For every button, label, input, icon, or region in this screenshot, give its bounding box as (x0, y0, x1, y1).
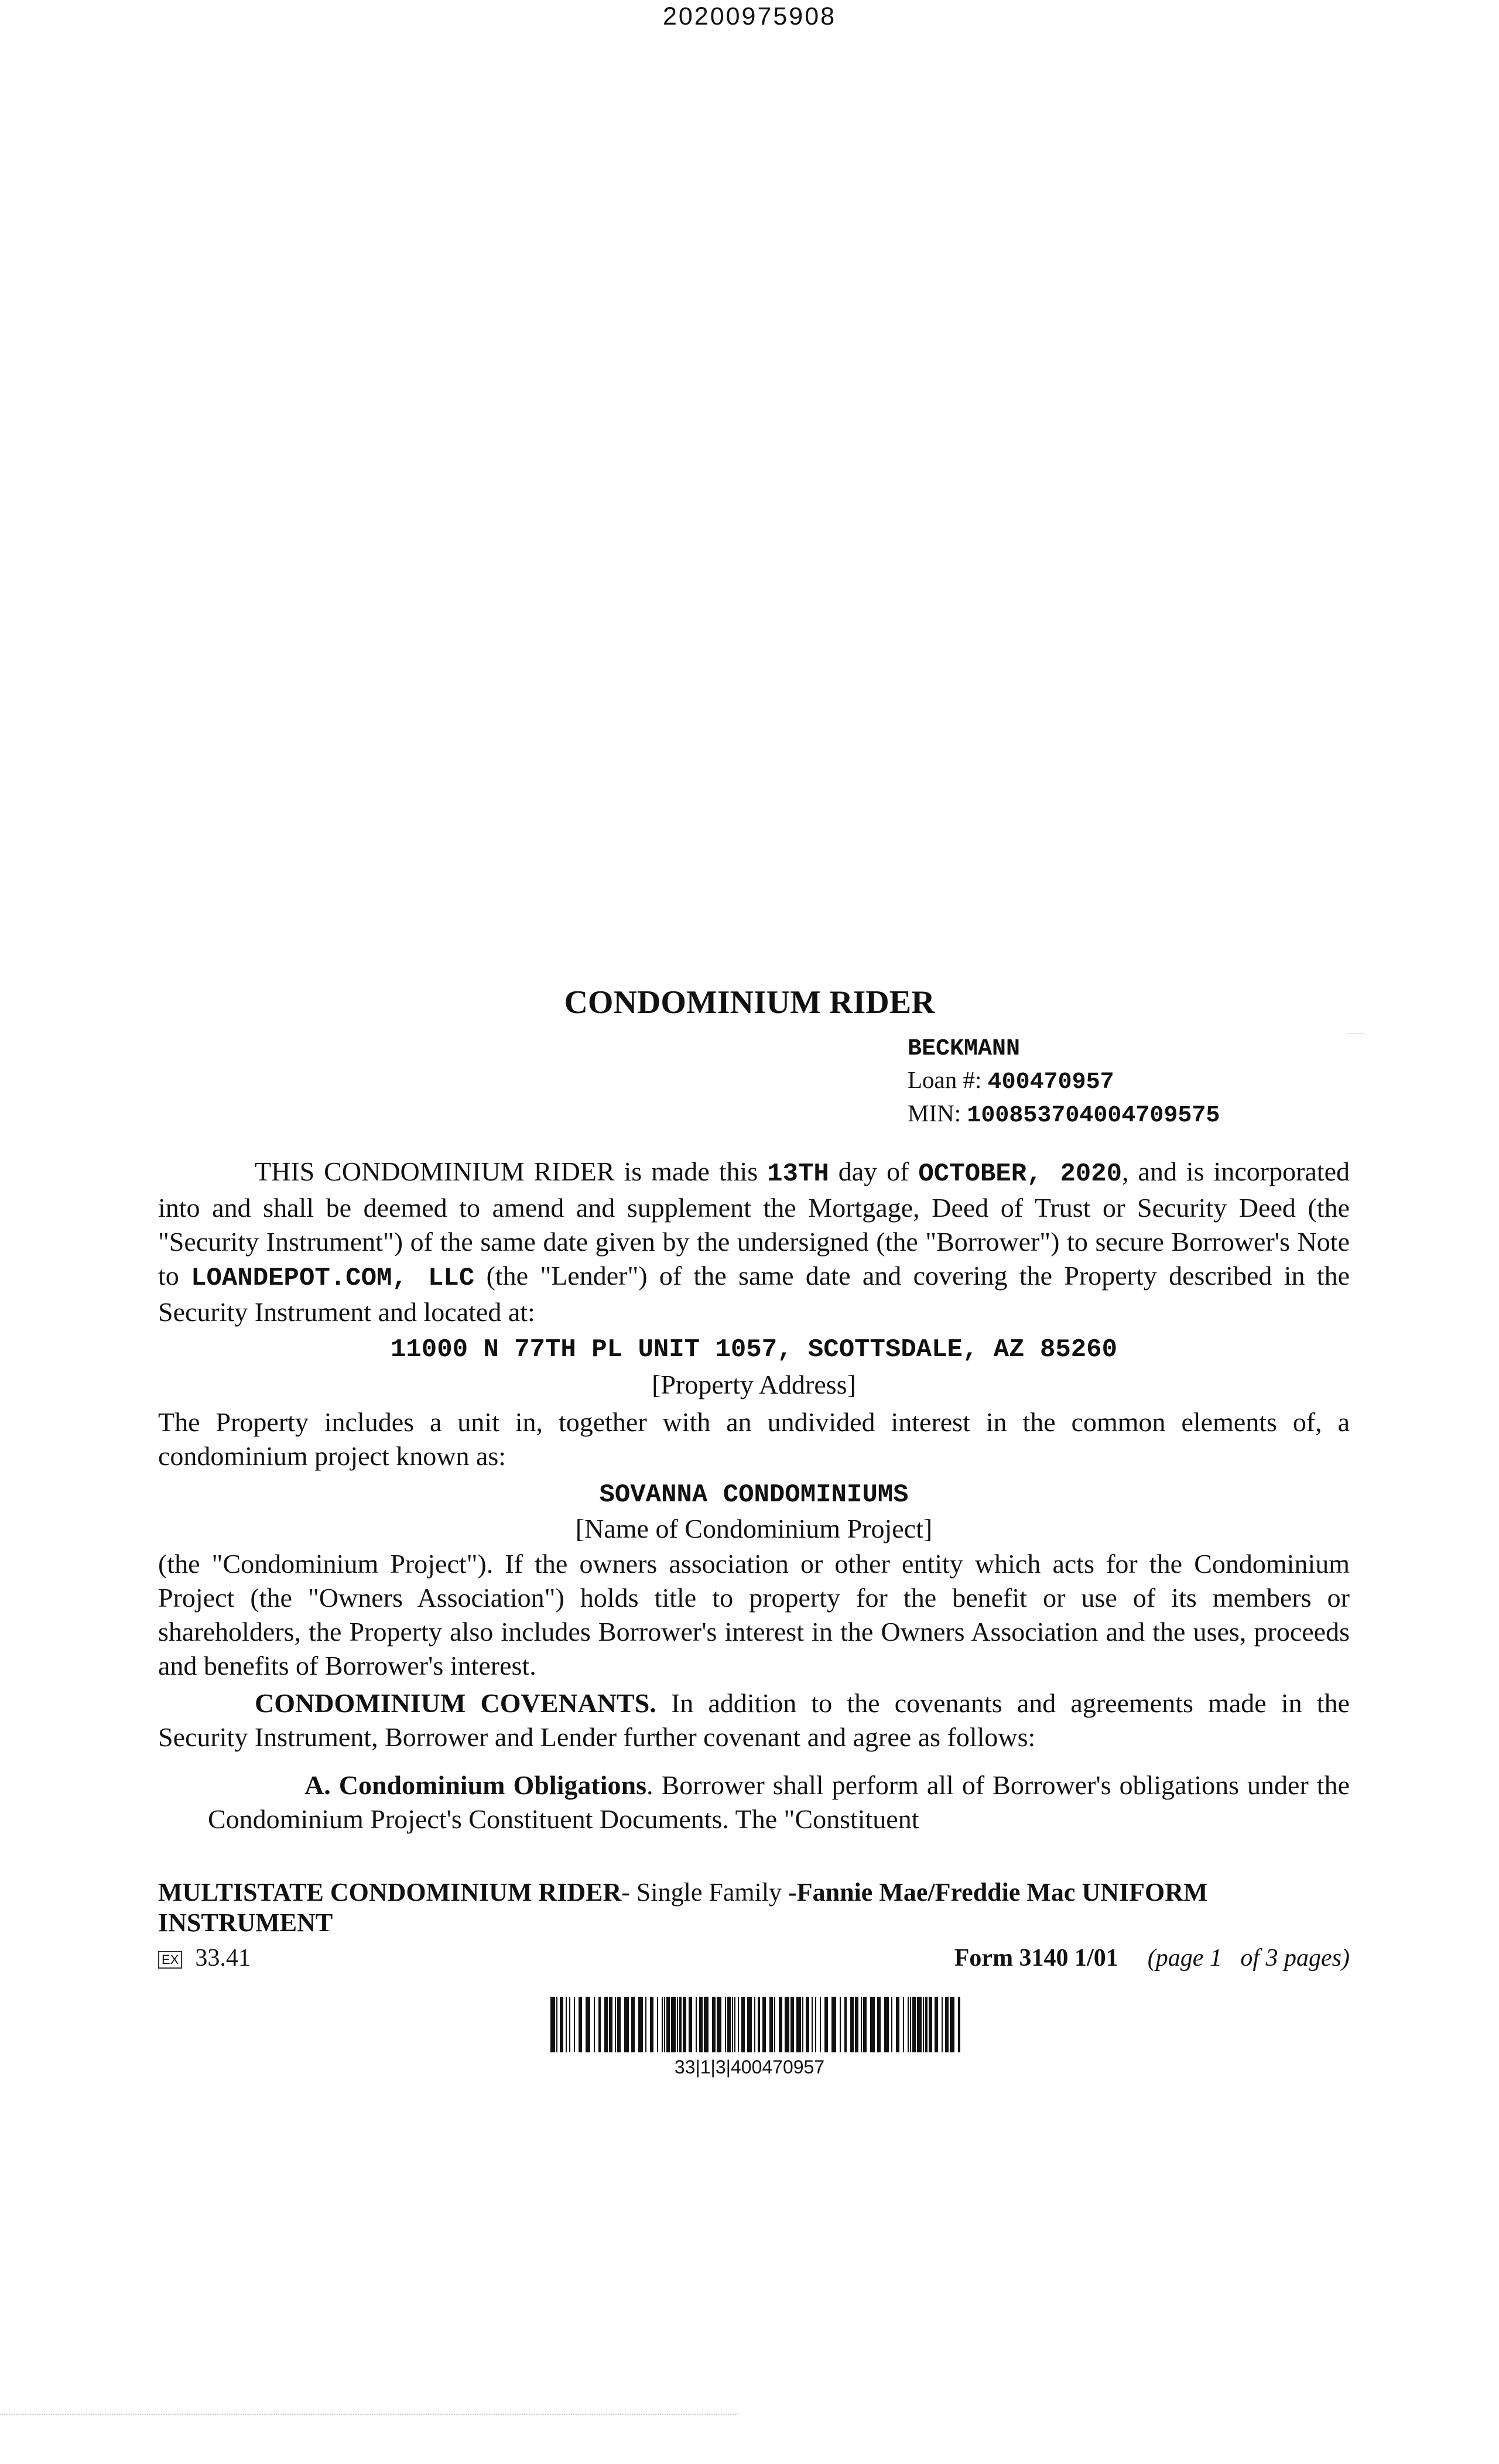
covenants-paragraph (158, 1686, 1350, 1754)
barcode-bar (779, 1997, 782, 2052)
form-number: Form 3140 1/01 (954, 1945, 1118, 1972)
barcode-bar (790, 1997, 794, 2052)
barcode-bar (824, 1997, 828, 2052)
recording-number: 20200975908 (662, 2, 837, 30)
doc-code: 33.41 (195, 1945, 251, 1972)
barcode-bar (704, 1997, 709, 2052)
barcode-bar (831, 1997, 836, 2052)
barcode-number: 33|1|3|400470957 (674, 2056, 825, 2078)
min-line (908, 1098, 1220, 1131)
barcode-bar (796, 1997, 801, 2052)
barcode-bar (769, 1997, 773, 2052)
barcode-bar (638, 1997, 643, 2052)
barcode-bar (950, 1997, 954, 2052)
rider-day: 13TH (767, 1159, 829, 1189)
obligations-paragraph (208, 1768, 1350, 1836)
barcode-bar (594, 1997, 595, 2052)
condominium-project-paragraph: (the "Condominium Project"). If the owners association or other entity which acts for the Condominium Project (the "Owners Association") holds title to property for the benefit or use of its members or shareholders, the Property also includes Borrower's interest in the Owners Association and the uses, proceeds and benefits of Borrower's interest. (158, 1549, 1350, 1681)
barcode-bar (598, 1997, 601, 2052)
barcode-bar (699, 1997, 703, 2052)
barcode-bar (712, 1997, 716, 2052)
barcode-bar (566, 1997, 567, 2052)
barcode-bar (617, 1997, 621, 2052)
barcode-bar (604, 1997, 608, 2052)
rider-month-year: OCTOBER, 2020 (918, 1159, 1122, 1189)
barcode-bar (844, 1997, 847, 2052)
loan-id-block (908, 1033, 1220, 1131)
property-address: 11000 N 77TH PL UNIT 1057, SCOTTSDALE, AZ 85260 (390, 1335, 1117, 1364)
barcode-bar (840, 1997, 841, 2052)
barcode-bar (683, 1997, 686, 2052)
barcode-bar (664, 1997, 665, 2052)
barcode-bar (624, 1997, 629, 2052)
loan-number-line (908, 1065, 1220, 1098)
barcode-bar (689, 1997, 692, 2052)
barcode-bar (942, 1997, 943, 2052)
barcode-bar (935, 1997, 938, 2052)
barcode-bar (815, 1997, 816, 2052)
obligations-heading: A. Condominium Obligations (304, 1770, 646, 1800)
ex-logo-icon: EX (158, 1951, 182, 1969)
covenants-heading: CONDOMINIUM COVENANTS. (255, 1688, 656, 1718)
barcode-bar (863, 1997, 867, 2052)
barcode-bar (929, 1997, 932, 2052)
intro-text-4: (the "Lender") of the same date and covering the Property described in the Security Instrument and located at: (158, 1261, 1350, 1327)
barcode-bar (717, 1997, 721, 2052)
barcode-bar (747, 1997, 752, 2052)
barcode-bar (696, 1997, 697, 2052)
form-title (158, 1877, 1350, 1938)
form-footer-row (158, 1944, 1350, 1972)
barcode-bar (896, 1997, 899, 2052)
borrower-name: BECKMANN (908, 1036, 1021, 1062)
barcode-bar (958, 1997, 960, 2052)
barcode-bar (569, 1997, 570, 2052)
obligations-text: . Borrower shall perform all of Borrower's obligations under the Condominium Project's Constituent Documents. The "Constituent (208, 1770, 1350, 1834)
barcode-bar (774, 1997, 775, 2052)
barcode-bar (877, 1997, 881, 2052)
barcode-bar (758, 1997, 760, 2052)
barcode-bar (666, 1997, 670, 2052)
barcode-bar (677, 1997, 678, 2052)
barcode-bar (631, 1997, 635, 2052)
barcode-bar (870, 1997, 875, 2052)
barcode-bar (741, 1997, 745, 2052)
barcode-bar (609, 1997, 612, 2052)
barcode-bar (579, 1997, 582, 2052)
barcode-bar (917, 1997, 922, 2052)
scan-mark (1347, 1033, 1364, 1034)
min-label: MIN: (908, 1100, 961, 1127)
loan-number: 400470957 (987, 1069, 1114, 1096)
doc-code-group (158, 1944, 251, 1972)
barcode-bar (727, 1997, 731, 2052)
barcode-bar (645, 1997, 646, 2052)
barcode-bar (671, 1997, 676, 2052)
barcode-bar (615, 1997, 616, 2052)
intro-text-2: day of (829, 1156, 919, 1186)
barcode-bar (802, 1997, 803, 2052)
barcode-bar (910, 1997, 911, 2052)
covenants-text: In addition to the covenants and agreements made in the Security Instrument, Borrower and Lender further covenant and agree as follows: (158, 1688, 1350, 1752)
page-indicator: (page 1 of 3 pages) (1147, 1945, 1350, 1972)
intro-text-3: , and is incorporated into and shall be deemed to amend and supplement the Mortgage, Deed of Trust or Security Deed (the "Security Instrument") of the same date given by the undersigned (the "Borrower") to secure Borrower's Note to (158, 1156, 1350, 1291)
barcode-bar (734, 1997, 735, 2052)
project-name: SOVANNA CONDOMINIUMS (599, 1480, 909, 1510)
property-includes-paragraph: The Property includes a unit in, together with an undivided interest in the common elements of, a condominium project known as: (158, 1407, 1350, 1471)
loan-label: Loan #: (908, 1066, 982, 1093)
barcode-bar (725, 1997, 726, 2052)
barcode-bar (754, 1997, 755, 2052)
barcode-bar (556, 1997, 557, 2052)
form-title-agency: -Fannie Mae/Freddie Mac UNIFORM INSTRUMENT (158, 1878, 1208, 1937)
document-title: CONDOMINIUM RIDER (564, 984, 935, 1021)
barcode-bar (820, 1997, 821, 2052)
barcode-bar (732, 1997, 733, 2052)
barcode-bar (657, 1997, 658, 2052)
intro-paragraph (158, 1155, 1350, 1329)
barcode-bar (650, 1997, 653, 2052)
barcode-bar (662, 1997, 663, 2052)
barcode-bar (884, 1997, 889, 2052)
barcode-bar (912, 1997, 916, 2052)
property-address-caption: [Property Address] (652, 1370, 856, 1399)
intro-text-1: THIS CONDOMINIUM RIDER is made this (255, 1156, 768, 1186)
min-number: 100853704004709575 (967, 1103, 1220, 1129)
barcode-bar (586, 1997, 590, 2052)
barcode-bar (550, 1997, 555, 2052)
barcode-bar (806, 1997, 809, 2052)
form-title-family: - Single Family (621, 1878, 789, 1907)
barcode-bar (738, 1997, 739, 2052)
barcode-bar (560, 1997, 563, 2052)
scan-artifact-line (0, 2414, 738, 2415)
barcode (550, 1997, 960, 2066)
barcode-bar (923, 1997, 924, 2052)
barcode-bar (574, 1997, 575, 2052)
form-info-group (954, 1944, 1350, 1972)
form-title-main: MULTISTATE CONDOMINIUM RIDER (158, 1878, 622, 1907)
barcode-bar (945, 1997, 949, 2052)
lender-name: LOANDEPOT.COM, LLC (191, 1264, 475, 1293)
barcode-bar (762, 1997, 766, 2052)
barcode-bar (850, 1997, 854, 2052)
project-name-caption: [Name of Condominium Project] (575, 1514, 933, 1544)
barcode-bar (679, 1997, 682, 2052)
barcode-bar (903, 1997, 904, 2052)
barcode-bar (812, 1997, 813, 2052)
barcode-bar (891, 1997, 892, 2052)
barcode-bar (861, 1997, 862, 2052)
barcode-bar (855, 1997, 858, 2052)
barcode-bar (925, 1997, 928, 2052)
barcode-bar (908, 1997, 909, 2052)
barcode-bar (785, 1997, 789, 2052)
